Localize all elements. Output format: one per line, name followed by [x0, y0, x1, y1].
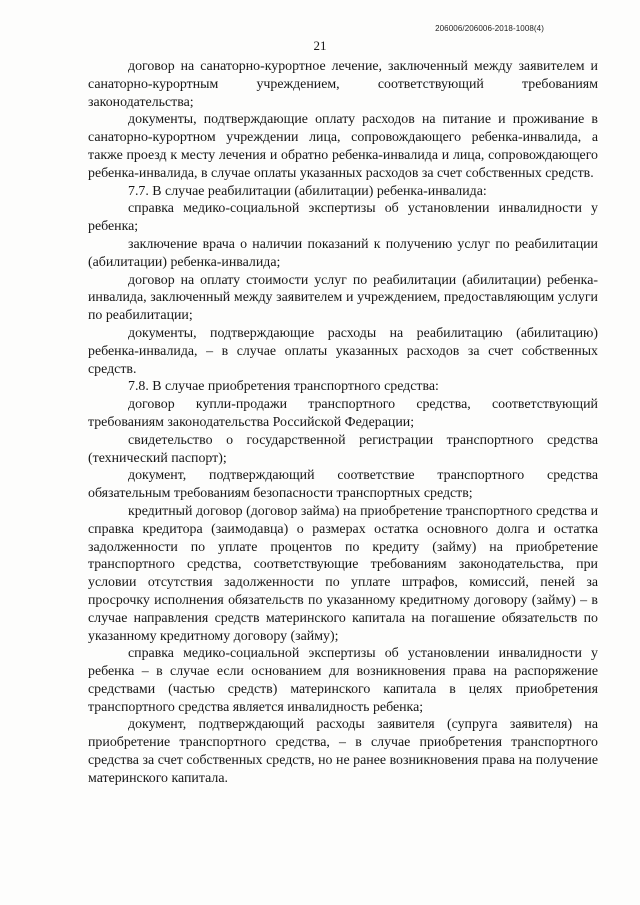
- document-body: [88, 58, 598, 788]
- paragraph-disability-certificate: справка медико-социальной экспертизы об установлении инвалидности у ребенка;: [88, 201, 598, 235]
- paragraph-payment-documents: документы, подтверждающие оплату расходов на питание и проживание в санаторно-курортном учреждении лица, сопровождающего ребенка-инвалида, а также проезд к месту лечения и обратно ребенка-инвалида и лица, сопровождающего ребенка-инвалида, в случае оплаты указанных расходов за счет собственных средств.: [88, 112, 598, 181]
- paragraph-registration-certificate: свидетельство о государственной регистрации транспортного средства (технический паспорт);: [88, 432, 598, 466]
- paragraph-credit-agreement: кредитный договор (договор займа) на приобретение транспортного средства и справка кредитора (заимодавца) о размерах остатка основного долга и остатка задолженности по уплате процентов по кредиту (займу) на приобретение транспортного средства, соответствующие требованиям законодательства, при условии отсутствия задолженности по уплате штрафов, комиссий, пеней за просрочку исполнения обязательств по указанному кредитному договору (займу) – в случае направления средств материнского капитала на погашение обязательств по указанному кредитному договору (займу);: [88, 503, 598, 644]
- paragraph-rehab-expenses: документы, подтверждающие расходы на реабилитацию (абилитацию) ребенка-инвалида, – в случае оплаты указанных расходов за счет собственных средств.: [88, 325, 598, 377]
- paragraph-rehab-contract: договор на оплату стоимости услуг по реабилитации (абилитации) ребенка-инвалида, заключенный между заявителем и учреждением, предоставляющим услуги по реабилитации;: [88, 272, 598, 324]
- paragraph-sanatorium-contract: договор на санаторно-курортное лечение, заключенный между заявителем и санаторно-курортным учреждением, соответствующий требованиям законодательства;: [88, 59, 598, 110]
- document-id: 206006/206006-2018-1008(4): [435, 24, 544, 33]
- paragraph-safety-document: документ, подтверждающий соответствие транспортного средства обязательным требованиям безопасности транспортных средств;: [88, 468, 598, 502]
- paragraph-doctor-conclusion: заключение врача о наличии показаний к получению услуг по реабилитации (абилитации) ребенка-инвалида;: [88, 236, 598, 270]
- paragraph-sale-contract: договор купли-продажи транспортного средства, соответствующий требованиям законодательства Российской Федерации;: [88, 397, 598, 430]
- page-number: 21: [313, 38, 327, 53]
- paragraph-purchase-expenses: документ, подтверждающий расходы заявителя (супруга заявителя) на приобретение транспортного средства, – в случае приобретения транспортного средства за счет собственных средств, но не ранее возникновения права на получение материнского капитала.: [88, 717, 598, 786]
- paragraph-child-disability: справка медико-социальной экспертизы об установлении инвалидности у ребенка – в случае если основанием для возникновения права на распоряжение средствами (частью средств) материнского капитала в целях приобретения транспортного средства является инвалидность ребенка;: [88, 646, 598, 715]
- section-heading-7-7: 7.7. В случае реабилитации (абилитации) ребенка-инвалида:: [128, 183, 487, 199]
- section-heading-7-8: 7.8. В случае приобретения транспортного средства:: [128, 379, 439, 395]
